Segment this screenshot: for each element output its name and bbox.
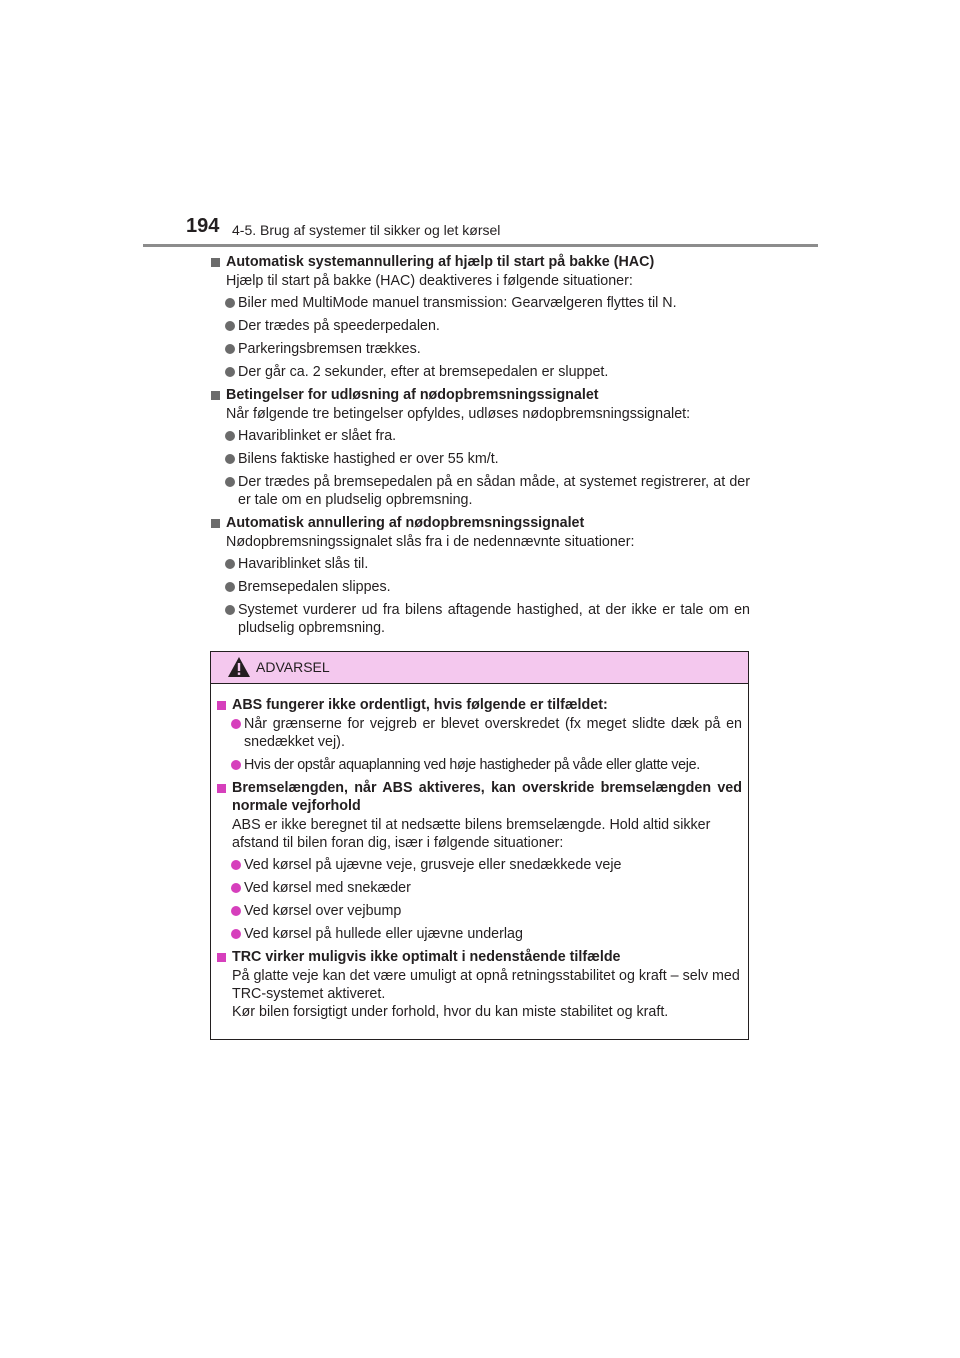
warning-label: ADVARSEL bbox=[256, 659, 330, 675]
square-bullet-icon bbox=[211, 391, 220, 400]
square-bullet-icon bbox=[217, 784, 226, 793]
square-bullet-icon bbox=[211, 258, 220, 267]
list-item: Hvis der opstår aquaplanning ved høje hastigheder på våde eller glatte veje. bbox=[216, 756, 742, 774]
main-content bbox=[210, 253, 750, 642]
square-bullet-icon bbox=[217, 701, 226, 710]
circle-bullet-icon bbox=[231, 929, 241, 939]
circle-bullet-icon bbox=[231, 860, 241, 870]
list-item: Når grænserne for vejgreb er blevet overskredet (fx meget slidte dæk på en snedækket vej). bbox=[216, 715, 742, 751]
section-title: 4-5. Brug af systemer til sikker og let kørsel bbox=[232, 222, 501, 238]
warning-text: Kør bilen forsigtigt under forhold, hvor du kan miste stabilitet og kraft. bbox=[232, 1004, 669, 1020]
section-heading: Betingelser for udløsning af nødopbremsningssignalet bbox=[210, 386, 750, 404]
circle-bullet-icon bbox=[225, 454, 235, 464]
list-item: Der går ca. 2 sekunder, efter at bremsepedalen er sluppet. bbox=[210, 363, 750, 381]
warning-heading: ABS fungerer ikke ordentligt, hvis følgende er tilfældet: bbox=[216, 696, 742, 714]
warning-box bbox=[210, 651, 749, 1040]
list-item: Ved kørsel på hullede eller ujævne underlag bbox=[216, 925, 742, 943]
circle-bullet-icon bbox=[225, 605, 235, 615]
list-item: Bilens faktiske hastighed er over 55 km/t. bbox=[210, 450, 750, 468]
list-item: Ved kørsel på ujævne veje, grusveje eller snedækkede veje bbox=[216, 856, 742, 874]
circle-bullet-icon bbox=[225, 321, 235, 331]
list-item: Biler med MultiMode manuel transmission: Gearvælgeren flyttes til N. bbox=[210, 294, 750, 312]
circle-bullet-icon bbox=[225, 582, 235, 592]
list-item: Parkeringsbremsen trækkes. bbox=[210, 340, 750, 358]
list-item: Havariblinket er slået fra. bbox=[210, 427, 750, 445]
square-bullet-icon bbox=[211, 519, 220, 528]
list-item: Der trædes på speederpedalen. bbox=[210, 317, 750, 335]
list-item: Havariblinket slås til. bbox=[210, 555, 750, 573]
circle-bullet-icon bbox=[225, 298, 235, 308]
section-text: Når følgende tre betingelser opfyldes, udløses nødopbremsningssignalet: bbox=[226, 406, 691, 422]
warning-heading: TRC virker muligvis ikke optimalt i nedenstående tilfælde bbox=[216, 948, 742, 966]
list-item: Systemet vurderer ud fra bilens aftagende hastighed, at der ikke er tale om en pludselig opbremsning. bbox=[210, 601, 750, 637]
warning-body bbox=[211, 684, 748, 1021]
section-text: Hjælp til start på bakke (HAC) deaktiveres i følgende situationer: bbox=[226, 273, 633, 289]
circle-bullet-icon bbox=[225, 559, 235, 569]
circle-bullet-icon bbox=[231, 719, 241, 729]
list-item: Ved kørsel over vejbump bbox=[216, 902, 742, 920]
circle-bullet-icon bbox=[225, 344, 235, 354]
warning-triangle-icon bbox=[227, 656, 251, 678]
header-rule bbox=[143, 244, 818, 247]
circle-bullet-icon bbox=[225, 477, 235, 487]
warning-heading: Bremselængden, når ABS aktiveres, kan overskride bremselængden ved normale vejforhold bbox=[216, 779, 742, 815]
section-text: Nødopbremsningssignalet slås fra i de nedennævnte situationer: bbox=[226, 534, 635, 550]
list-item: Ved kørsel med snekæder bbox=[216, 879, 742, 897]
section-heading: Automatisk annullering af nødopbremsningssignalet bbox=[210, 514, 750, 532]
list-item: Der trædes på bremsepedalen på en sådan måde, at systemet registrerer, at der er tale om en pludselig opbremsning. bbox=[210, 473, 750, 509]
list-item: Bremsepedalen slippes. bbox=[210, 578, 750, 596]
circle-bullet-icon bbox=[231, 760, 241, 770]
section-heading: Automatisk systemannullering af hjælp til start på bakke (HAC) bbox=[210, 253, 750, 271]
circle-bullet-icon bbox=[225, 367, 235, 377]
warning-header bbox=[211, 652, 748, 684]
circle-bullet-icon bbox=[231, 883, 241, 893]
square-bullet-icon bbox=[217, 953, 226, 962]
page-number: 194 bbox=[186, 215, 220, 237]
circle-bullet-icon bbox=[231, 906, 241, 916]
warning-text: På glatte veje kan det være umuligt at opnå retningsstabilitet og kraft – selv med TRC-systemet aktiveret. bbox=[232, 968, 740, 1002]
circle-bullet-icon bbox=[225, 431, 235, 441]
warning-text: ABS er ikke beregnet til at nedsætte bilens bremselængde. Hold altid sikker afstand til bilen foran dig, især i følgende situationer: bbox=[232, 817, 711, 851]
